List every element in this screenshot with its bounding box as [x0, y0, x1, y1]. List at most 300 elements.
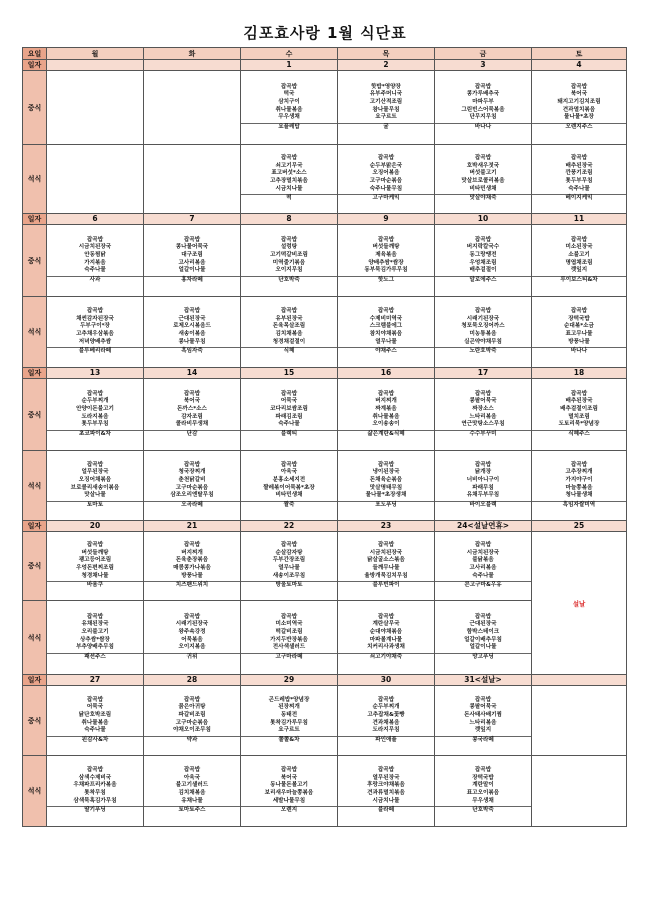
menu-item: 오리불고기 — [81, 628, 109, 635]
menu-item: 톳두부무침 — [565, 178, 593, 184]
dinner-menu-cell — [338, 451, 435, 521]
menu-item: 김치채볶음 — [275, 331, 303, 337]
lunch-label: 중식 — [23, 71, 47, 145]
menu-item: 잡곡밥 — [474, 696, 492, 703]
menu-item: 방풍나물 — [181, 572, 203, 579]
dinner-menu-cell — [435, 451, 532, 521]
lunch-menu-cell — [435, 71, 532, 145]
menu-item: 잡곡밥 — [280, 767, 298, 774]
menu-item: 너비아니구이 — [466, 476, 500, 483]
lunch-menu-cell — [47, 225, 144, 297]
menu-item: 무우생채 — [278, 114, 300, 121]
menu-item: 버섯불고기 — [469, 170, 497, 177]
menu-item: 시금치된장국 — [369, 549, 403, 556]
menu-item: 표고버섯*소스 — [271, 170, 307, 177]
menu-item: 돈까스*소스 — [177, 405, 207, 412]
date-cell: 18 — [532, 368, 627, 379]
menu-item: 오징어채볶음 — [78, 476, 112, 483]
date-cell: 24<설날연휴> — [435, 521, 532, 532]
menu-item: 버지락칼국수 — [466, 244, 500, 251]
menu-item: 깐풍기조림 — [565, 170, 593, 177]
weekday-1: 화 — [144, 48, 241, 60]
menu-item: 고추잡채&꽃빵 — [367, 711, 405, 718]
menu-item: 율방개묵김치무침 — [364, 572, 408, 579]
weekday-0: 월 — [47, 48, 144, 60]
menu-item: 잡곡밥 — [183, 767, 201, 774]
menu-item: 두부구이*장 — [80, 323, 110, 330]
date-cell: 8 — [241, 214, 338, 225]
menu-item: 짤죽 — [241, 501, 337, 510]
menu-item: 삼색묵혹김가무침 — [73, 797, 117, 804]
menu-item: 바움쿠 — [47, 581, 143, 590]
dinner-menu-cell — [241, 451, 338, 521]
date-cell: 1 — [241, 60, 338, 71]
dinner-row — [23, 756, 627, 827]
menu-item: 미소미역국 — [275, 621, 303, 628]
dinner-menu-cell — [338, 297, 435, 368]
menu-item: 방풍나물 — [568, 338, 590, 345]
menu-item: 세발나물무침 — [272, 797, 306, 804]
date-cell: 22 — [241, 521, 338, 532]
menu-item: 취나물볶음 — [275, 106, 303, 113]
menu-item: 쇠고기야채죽 — [338, 653, 434, 662]
date-cell: 2 — [338, 60, 435, 71]
menu-item: 열무나물 — [278, 565, 300, 571]
lunch-menu-cell — [144, 532, 241, 601]
menu-item: 취나물볶음 — [81, 719, 109, 726]
lunch-menu-cell — [532, 225, 627, 297]
menu-item: 고구마케익 — [338, 194, 434, 203]
menu-item: 파갈비조림 — [178, 711, 206, 718]
menu-item: 콩가루배추국 — [466, 91, 500, 98]
menu-item: 오렌지주스 — [532, 123, 626, 132]
lunch-row — [23, 225, 627, 297]
menu-item: 짜장소스 — [472, 405, 494, 412]
lunch-menu-cell — [241, 532, 338, 601]
date-cell: 9 — [338, 214, 435, 225]
dinner-row — [23, 145, 627, 214]
menu-item: 콘고구마&우유 — [435, 581, 531, 590]
lunch-row — [23, 532, 627, 601]
date-label: 일자 — [23, 521, 47, 532]
lunch-menu-cell — [144, 379, 241, 451]
menu-item: 코다리보쌈조림 — [270, 405, 308, 412]
menu-item: 도라지무침 — [372, 727, 400, 734]
menu-item: 미소된장국 — [565, 244, 593, 251]
menu-item: 왕주속강정 — [178, 628, 206, 635]
menu-item: 닭살굴소스볶음 — [367, 557, 405, 564]
date-cell: 21 — [144, 521, 241, 532]
dinner-menu-cell — [144, 756, 241, 827]
dinner-label: 석식 — [23, 297, 47, 368]
dinner-menu-cell — [47, 451, 144, 521]
date-cell: 4 — [532, 60, 627, 71]
menu-item: 미역줄기볶음 — [272, 259, 306, 266]
lunch-label: 중식 — [23, 379, 47, 451]
menu-item: 순살감자탕 — [275, 549, 303, 556]
menu-item: 망고푸딩 — [435, 653, 531, 662]
menu-item: 시금치된장국 — [466, 549, 500, 556]
empty-cell — [532, 756, 627, 827]
menu-item: 순대볶*소금 — [564, 323, 594, 330]
menu-item: 물나물*초장 — [564, 114, 594, 121]
menu-item: 연근맛탕소스무침 — [461, 421, 505, 428]
menu-item: 돼지고기김치조림 — [557, 98, 601, 105]
menu-item: 잡곡밥 — [377, 308, 395, 315]
menu-item: 잡곡밥 — [474, 155, 492, 162]
menu-item: 설렁탕 — [280, 244, 298, 251]
menu-item: 불닭볶음 — [472, 557, 494, 564]
menu-item: 유채두부무침 — [466, 492, 500, 499]
menu-item: 얼갈이나물 — [469, 644, 497, 651]
menu-item: 맛살브로콜리볶음 — [461, 178, 505, 184]
menu-item: 가지볶음 — [84, 259, 106, 266]
dinner-menu-cell — [241, 756, 338, 827]
menu-item: 잡곡밥 — [86, 461, 104, 468]
date-cell: 28 — [144, 675, 241, 686]
menu-item: 참나물무침 — [372, 106, 400, 113]
date-row — [23, 368, 627, 379]
menu-item: 톳착김가루무침 — [270, 719, 308, 726]
lunch-menu-cell — [338, 532, 435, 601]
dinner-menu-cell — [338, 145, 435, 214]
menu-item: 분홍소세지전 — [272, 476, 306, 483]
menu-item: 토마토주스 — [144, 806, 240, 815]
menu-item: 계란말이 — [472, 782, 494, 789]
menu-item: 요구르트 — [375, 114, 397, 121]
menu-item: 숙주나물무침 — [369, 185, 403, 192]
menu-item: 고추장찌개 — [565, 469, 593, 476]
menu-item: 고구마순볶음 — [369, 178, 403, 184]
menu-item: 잡곡밥 — [474, 767, 492, 774]
lunch-menu-cell — [532, 71, 627, 145]
menu-item: 우엉채조림 — [469, 259, 497, 266]
lunch-label: 중식 — [23, 532, 47, 601]
menu-item: 시금치나물 — [372, 797, 400, 804]
menu-item: 잡곡밥 — [280, 461, 298, 468]
dinner-menu-cell — [47, 756, 144, 827]
menu-item: 그린빈스어묵볶음 — [461, 106, 505, 113]
menu-item: 우엉돈편찌조림 — [76, 565, 114, 571]
menu-item: 고구마순볶음 — [175, 484, 209, 491]
menu-item: 후랑크야채볶음 — [367, 782, 405, 789]
menu-item: 오징어볶음 — [372, 170, 400, 177]
menu-item: 동태전 — [280, 711, 298, 718]
menu-item: 느타리볶음 — [469, 719, 497, 726]
menu-item: 채썬감자된장국 — [76, 315, 114, 322]
menu-item: 콩국라떼 — [435, 736, 531, 745]
lunch-menu-cell — [338, 686, 435, 756]
menu-item: 감자조림 — [181, 413, 203, 420]
menu-item: 냉이된장국 — [372, 469, 400, 476]
menu-item: 얼무된장국 — [81, 469, 109, 476]
menu-item: 숙주나물 — [278, 421, 300, 428]
menu-item: 패션주스 — [47, 653, 143, 662]
menu-item: 고기떡갈비조림 — [270, 251, 308, 258]
menu-item: 북어국 — [570, 91, 588, 98]
date-row — [23, 214, 627, 225]
lunch-menu-cell — [47, 532, 144, 601]
menu-item: 함박스테이크 — [466, 628, 500, 635]
empty-cell — [47, 71, 144, 145]
menu-item: 핫도그 — [338, 276, 434, 285]
menu-item: 파래김조림 — [275, 413, 303, 420]
menu-item: 바나나 — [435, 123, 531, 132]
dinner-menu-cell — [435, 297, 532, 368]
menu-item: 도토리묵*양념장 — [558, 421, 600, 428]
menu-item: 된장찌개 — [278, 704, 300, 711]
date-row — [23, 675, 627, 686]
lunch-row — [23, 379, 627, 451]
menu-item: 보리새우마늘쫑볶음 — [264, 790, 314, 796]
menu-item: 바이오블랙 — [435, 501, 531, 510]
menu-item: 삼색수제비국 — [78, 774, 112, 781]
dinner-menu-cell — [241, 601, 338, 675]
menu-item: 파인애플 — [338, 736, 434, 745]
menu-item: 잡곡밥 — [474, 236, 492, 243]
menu-item: 아욱국 — [183, 774, 201, 781]
lunch-label: 중식 — [23, 686, 47, 756]
menu-item: 북어국 — [280, 774, 298, 781]
menu-item: 시금치된장국 — [78, 244, 112, 251]
dinner-menu-cell — [47, 601, 144, 675]
menu-item: 짤레볶이어묵볶*초장 — [263, 484, 315, 491]
menu-item: 순대야채볶음 — [369, 628, 403, 635]
menu-item: 단호박죽 — [435, 806, 531, 815]
dinner-label: 석식 — [23, 145, 47, 214]
lunch-menu-cell — [435, 532, 532, 601]
menu-item: 고기산적조림 — [369, 98, 403, 105]
dinner-menu-cell — [144, 451, 241, 521]
menu-item: 잡곡밥 — [86, 390, 104, 397]
menu-item: 새송이조무침 — [272, 572, 306, 579]
menu-item: 참치야채볶음 — [369, 331, 403, 337]
menu-item: 오이지무침 — [275, 267, 303, 274]
menu-item: 톳착무침 — [84, 790, 106, 796]
menu-item: 어묵볶음 — [181, 636, 203, 643]
menu-item: 바나나 — [532, 347, 626, 356]
menu-item: 잡곡밥 — [377, 696, 395, 703]
menu-item: 멸치조림 — [568, 413, 590, 420]
empty-cell — [144, 71, 241, 145]
date-cell: 23 — [338, 521, 435, 532]
menu-item: 잡곡밥 — [86, 696, 104, 703]
menu-item: 청경채나물 — [81, 572, 109, 579]
lunch-menu-cell — [241, 686, 338, 756]
menu-item: 순두부맑은국 — [369, 162, 403, 169]
date-label: 일자 — [23, 60, 47, 71]
lunch-menu-cell — [241, 379, 338, 451]
menu-item: 동부묵김가루무침 — [364, 267, 408, 274]
menu-item: 숙주나물 — [84, 727, 106, 734]
date-cell: 3 — [435, 60, 532, 71]
menu-item: 잡곡밥 — [377, 613, 395, 620]
menu-item: 부추양배추무침 — [76, 644, 114, 651]
menu-item: 잡곡밥 — [377, 461, 395, 468]
menu-item: 묽은아귀탕 — [178, 704, 206, 711]
menu-item: 청나물생채 — [565, 492, 593, 499]
menu-item: 초코파이&차 — [47, 430, 143, 439]
dinner-menu-cell — [435, 601, 532, 675]
menu-item: 삼조오리엔탈무침 — [170, 492, 214, 499]
menu-item: 요구르트 — [278, 727, 300, 734]
date-cell: 10 — [435, 214, 532, 225]
weekday-header-row — [23, 48, 627, 60]
weekday-4: 금 — [435, 48, 532, 60]
menu-item: 괭고등어조림 — [78, 557, 112, 564]
dinner-menu-cell — [47, 297, 144, 368]
menu-item: 잡곡밥 — [183, 236, 201, 243]
menu-item: 계란살무국 — [372, 621, 400, 628]
menu-item: 버섯들깨탕 — [81, 549, 109, 556]
menu-item: 미농통볶음 — [469, 331, 497, 337]
menu-item: 잡곡밥 — [377, 155, 395, 162]
menu-item: 아욱국 — [280, 469, 298, 476]
menu-item: 포도푸딩 — [338, 501, 434, 510]
menu-item: 약과 — [144, 736, 240, 745]
menu-item: 춘천닭갈비 — [178, 476, 206, 483]
menu-item: 돈육춘장볶음 — [175, 557, 209, 564]
menu-item: 잡곡밥 — [86, 613, 104, 620]
dinner-menu-cell — [338, 601, 435, 675]
menu-item: 무우생채 — [472, 797, 494, 804]
menu-item: 잡곡밥 — [570, 308, 588, 315]
menu-item: 잡곡밥 — [377, 390, 395, 397]
empty-cell — [532, 686, 627, 756]
menu-item: 오곡라떼 — [144, 501, 240, 510]
menu-item: 잡곡밥 — [474, 83, 492, 90]
menu-item: 식혜 — [241, 347, 337, 356]
menu-item: 치커리사과생채 — [367, 644, 405, 651]
menu-item: 청국장찌개 — [178, 469, 206, 476]
menu-item: 잡곡밥 — [377, 542, 395, 549]
holiday-cell: 설날 — [532, 532, 627, 675]
menu-item: 단무지무침 — [469, 114, 497, 121]
date-row — [23, 521, 627, 532]
lunch-menu-cell — [338, 71, 435, 145]
menu-item: 잡곡밥 — [86, 236, 104, 243]
menu-item: 우채파프리카볶음 — [73, 782, 117, 789]
menu-item: 식혜주스 — [532, 430, 626, 439]
dinner-row — [23, 451, 627, 521]
menu-item: 브로콜리새송이볶음 — [70, 484, 120, 491]
menu-item: 돈사태사배기찜 — [464, 711, 502, 718]
menu-item: 견과채볶음 — [372, 719, 400, 726]
menu-item: 안동찜닭 — [84, 251, 106, 258]
menu-item: 잡곡밥 — [474, 542, 492, 549]
menu-item: 잡곡밥 — [183, 542, 201, 549]
menu-item: 잡곡밥 — [183, 461, 201, 468]
menu-item: 순두부찌개 — [81, 398, 109, 405]
menu-item: 돈육목살조림 — [272, 323, 306, 330]
menu-item: 열무된장국 — [372, 774, 400, 781]
menu-item: 블라떼 — [338, 806, 434, 815]
lunch-menu-cell — [338, 225, 435, 297]
menu-item: 시래기된장국 — [466, 315, 500, 322]
menu-item: 수제비미역국 — [369, 315, 403, 322]
menu-item: 단호박죽 — [241, 276, 337, 285]
menu-item: 새송이볶음 — [178, 331, 206, 337]
menu-item: 핀감사&차 — [47, 736, 143, 745]
menu-item: 근대된장국 — [469, 621, 497, 628]
menu-item: 가지두반장볶음 — [270, 636, 308, 643]
menu-item: 핫밥*영양장 — [371, 83, 401, 90]
date-cell: 13 — [47, 368, 144, 379]
lunch-label: 중식 — [23, 225, 47, 297]
menu-item: 숙주나물 — [472, 572, 494, 579]
menu-item: 순두부찌개 — [372, 704, 400, 711]
lunch-menu-cell — [144, 686, 241, 756]
menu-item: 흑임자죽 — [144, 347, 240, 356]
lunch-menu-cell — [338, 379, 435, 451]
menu-item: 스크램블에그 — [369, 323, 403, 330]
menu-item: 얼갈이배추무침 — [464, 636, 502, 643]
menu-item: 취나물볶음 — [372, 413, 400, 420]
menu-item: 톳두부무침 — [81, 421, 109, 428]
date-label: 일자 — [23, 214, 47, 225]
date-label: 일자 — [23, 675, 47, 686]
menu-item: 야채오이조무침 — [173, 727, 211, 734]
menu-item: 숙주나물 — [568, 185, 590, 192]
menu-item: 잡곡밥 — [474, 613, 492, 620]
menu-item: 고사리볶음 — [469, 565, 497, 571]
menu-item: 콩나물어묵국 — [175, 244, 209, 251]
menu-item: 대구조림 — [181, 251, 203, 258]
menu-item: 장떡국밥 — [472, 774, 494, 781]
menu-item: 마파볼계나물 — [369, 636, 403, 643]
menu-item: 사과 — [47, 276, 143, 285]
menu-item: 호박새우젓국 — [466, 162, 500, 169]
menu-item: 콩나물무침 — [178, 338, 206, 345]
page-title: 김포효사랑 1월 식단표 — [243, 24, 407, 42]
menu-item: 버지찌개 — [375, 398, 397, 405]
menu-item: 딸기푸딩 — [47, 806, 143, 815]
menu-item: 오이송송이 — [372, 421, 400, 428]
menu-item: 잡곡밥 — [280, 236, 298, 243]
empty-cell — [47, 145, 144, 214]
menu-item: 알로에주스 — [435, 276, 531, 285]
menu-item: 열무나물 — [375, 338, 397, 345]
date-row — [23, 60, 627, 71]
menu-item: 잡곡밥 — [570, 390, 588, 397]
menu-item: 어묵국 — [280, 398, 298, 405]
menu-item: 맛살나물 — [84, 492, 106, 499]
menu-item: 맛살야채죽 — [435, 194, 531, 203]
date-cell: 7 — [144, 214, 241, 225]
menu-item: 로제오시볶음드 — [173, 323, 211, 330]
menu-item: 실곤약야채무침 — [464, 338, 502, 345]
menu-item: 콩팥어묵국 — [469, 398, 497, 405]
menu-item: 루이보스티&차 — [532, 276, 626, 285]
menu-item: 얼갈이나물 — [178, 267, 206, 274]
menu-item: 오이지볶음 — [178, 644, 206, 651]
dinner-label: 석식 — [23, 756, 47, 827]
menu-item: 저녁양배추쌈 — [78, 338, 112, 345]
menu-item: 깻잎지 — [474, 727, 492, 734]
menu-item: 노란호박죽 — [435, 347, 531, 356]
menu-item: 매콤콩가나볶음 — [173, 565, 211, 571]
menu-item: 안양이돈불고기 — [76, 405, 114, 412]
lunch-row — [23, 686, 627, 756]
menu-item: 짜계볶음 — [375, 405, 397, 412]
menu-item: 고구마순볶음 — [175, 719, 209, 726]
date-cell: 17 — [435, 368, 532, 379]
lunch-menu-cell — [47, 686, 144, 756]
menu-item: 고구마라떼 — [241, 653, 337, 662]
menu-item: 수수부꾸미 — [435, 430, 531, 439]
menu-item: 떡국 — [283, 91, 295, 98]
menu-item: 배추된장국 — [565, 398, 593, 405]
